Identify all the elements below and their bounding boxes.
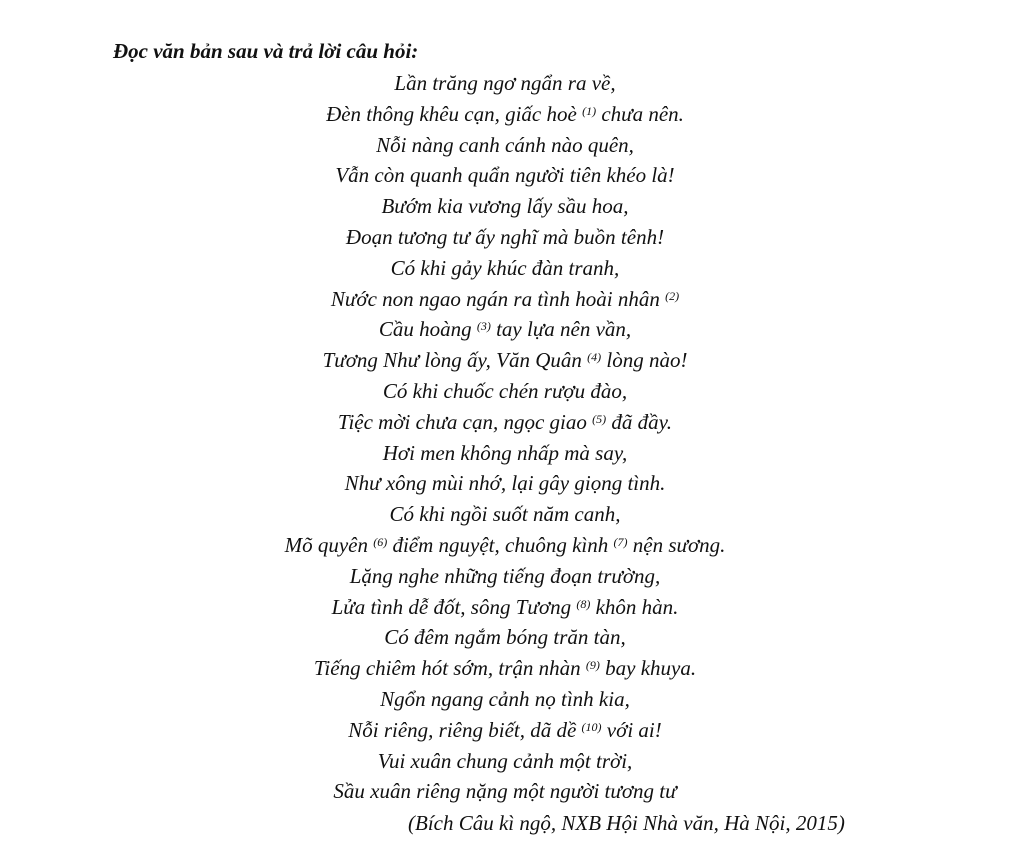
poem-text: Nỗi nàng canh cánh nào quên, [376, 132, 634, 157]
poem-line [0, 530, 1010, 561]
poem-text: Vẫn còn quanh quẩn người tiên khéo là! [335, 163, 675, 188]
poem-text: Nước non ngao ngán ra tình hoài nhân [330, 286, 666, 311]
poem-line [0, 684, 1010, 715]
poem-text: bay khuya. [599, 656, 697, 681]
poem-text: Tiếng chiêm hót sớm, trận nhàn [313, 656, 586, 681]
poem-line [0, 253, 1010, 284]
poem-text: Mõ quyên [284, 532, 374, 557]
poem-line [0, 499, 1010, 530]
poem-text: Lần trăng ngơ ngẩn ra về, [394, 71, 616, 95]
footnote-marker: (4) [587, 350, 602, 365]
poem-text: chưa nên. [596, 101, 684, 126]
poem-line [0, 345, 1010, 376]
poem-line [0, 622, 1010, 653]
poem-text: điểm nguyệt, chuông kình [387, 532, 614, 557]
poem-line [0, 407, 1010, 438]
poem-text: nện sương. [627, 532, 726, 557]
source-citation: (Bích Câu kì ngộ, NXB Hội Nhà văn, Hà Nội, 2015) [408, 811, 845, 835]
footnote-marker: (3) [476, 319, 491, 334]
poem-line [0, 160, 1010, 191]
poem-text: Lửa tình dễ đốt, sông Tương [331, 594, 577, 619]
poem-line [0, 68, 1010, 99]
poem-line [0, 99, 1010, 130]
poem-line [0, 130, 1010, 161]
poem-line [0, 222, 1010, 253]
footnote-marker: (8) [576, 596, 591, 611]
poem-text: khôn hàn. [590, 594, 679, 619]
instruction-heading: Đọc văn bản sau và trả lời câu hỏi: [113, 39, 419, 63]
poem-text: Nỗi riêng, riêng biết, dã dề [348, 717, 582, 742]
poem-text: Bướm kia vương lấy sầu hoa, [381, 194, 629, 219]
poem-text: Đèn thông khêu cạn, giấc hoè [326, 101, 583, 126]
poem-body [0, 68, 1010, 807]
poem-text: Có khi ngồi suốt năm canh, [389, 502, 621, 527]
poem-text: Lặng nghe những tiếng đoạn trường, [349, 563, 661, 588]
poem-text: Vui xuân chung cảnh một trời, [377, 748, 633, 773]
footnote-marker: (1) [582, 103, 597, 118]
poem-text: Như xông mùi nhớ, lại gây giọng tình. [344, 471, 666, 496]
poem-line [0, 653, 1010, 684]
poem-line [0, 468, 1010, 499]
poem-line [0, 776, 1010, 807]
poem-line [0, 592, 1010, 623]
poem-text: với ai! [601, 717, 662, 742]
poem-text: Có khi gảy khúc đàn tranh, [390, 255, 620, 280]
poem-text: Có khi chuốc chén rượu đào, [382, 378, 628, 403]
poem-text: lòng nào! [601, 348, 688, 373]
poem-line [0, 314, 1010, 345]
poem-line [0, 715, 1010, 746]
poem-text: Hơi men không nhấp mà say, [382, 440, 628, 465]
poem-text: Cầu hoàng [378, 317, 477, 342]
footnote-marker: (6) [373, 534, 388, 549]
poem-text: Có đêm ngắm bóng trăn tàn, [384, 625, 626, 650]
poem-text: Sầu xuân riêng nặng một người tương tư [333, 779, 677, 804]
footnote-marker: (10) [581, 719, 602, 734]
poem-text: Tiệc mời chưa cạn, ngọc giao [337, 409, 593, 434]
poem-line [0, 438, 1010, 469]
poem-line [0, 746, 1010, 777]
poem-text: tay lựa nên vần, [490, 317, 632, 342]
footnote-marker: (7) [613, 534, 628, 549]
footnote-marker: (5) [592, 411, 607, 426]
poem-line [0, 191, 1010, 222]
footnote-marker: (9) [585, 658, 600, 673]
footnote-marker: (2) [665, 288, 680, 303]
poem-text: Ngổn ngang cảnh nọ tình kia, [380, 686, 630, 711]
poem-line [0, 284, 1010, 315]
poem-text: Tương Như lòng ấy, Văn Quân [322, 348, 588, 373]
poem-line [0, 376, 1010, 407]
poem-text: Đoạn tương tư ấy nghĩ mà buồn tênh! [345, 224, 665, 249]
poem-text: đã đầy. [606, 409, 673, 434]
poem-line [0, 561, 1010, 592]
